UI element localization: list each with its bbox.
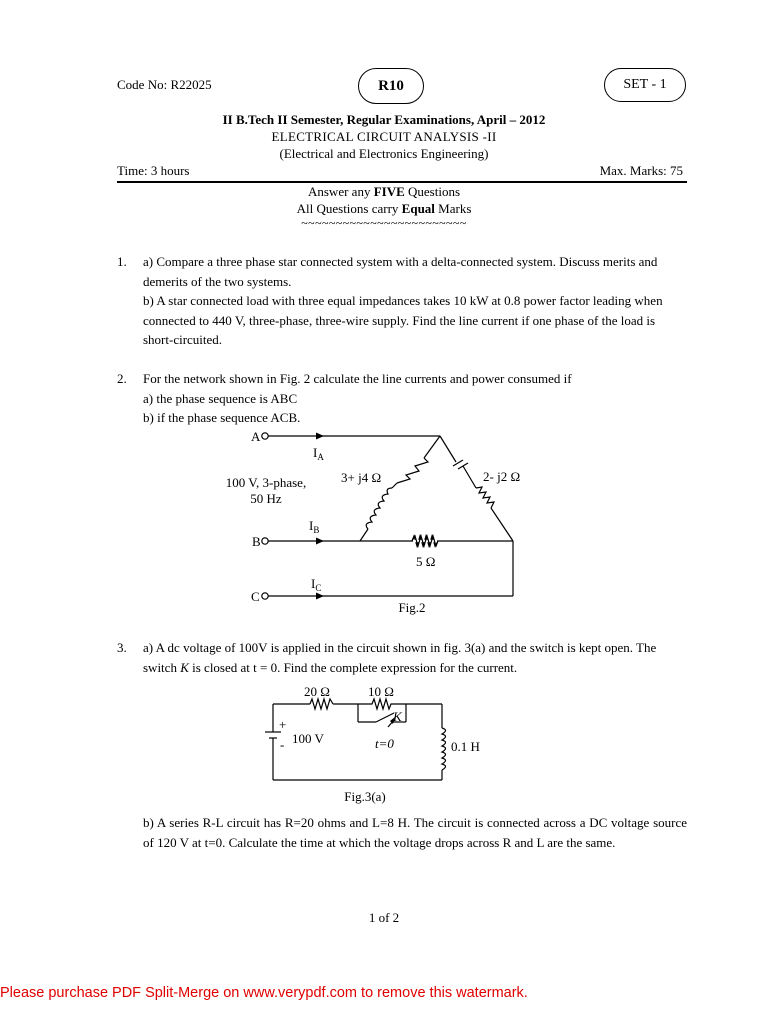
fig2-current-b: $I_B$ [309, 518, 320, 535]
fig3-resistor-2: 10 Ω [368, 684, 394, 699]
fig3-inductor: 0.1 H [451, 739, 480, 754]
page-number: 1 of 2 [368, 910, 400, 925]
fig2-node-b: B [252, 534, 261, 549]
fig3-plus: + [279, 717, 287, 732]
instruction-1-post: Questions [404, 184, 461, 199]
watermark-text: Please purchase PDF Split-Merge on www.verypdf.com to remove this watermark. [0, 985, 528, 1001]
max-marks: Max. Marks: 75 [599, 163, 683, 178]
code-number: Code No: R22025 [117, 77, 212, 92]
question-3-part-a: a) A dc voltage of 100V is applied in the circuit shown in fig. 3(a) and the switch is kept open. The switch K is closed at t = 0. Find the complete expression for the current. [143, 640, 657, 675]
fig3-source: 100 V [292, 731, 324, 746]
question-3-number: 3. [117, 640, 127, 655]
question-1-number: 1. [117, 254, 127, 269]
question-2-part-b: b) if the phase sequence ACB. [143, 410, 301, 425]
instruction-1-pre: Answer any [307, 184, 374, 199]
branch-title: (Electrical and Electronics Engineering) [279, 146, 489, 161]
fig2-source-line-1: 100 V, 3-phase, [225, 475, 307, 490]
question-2-part-a: a) the phase sequence is ABC [143, 390, 298, 406]
fig2-source-line-2: 50 Hz [250, 491, 282, 506]
fig3-caption: Fig.3(a) [344, 789, 386, 804]
instruction-2-pre: All Questions carry [296, 201, 402, 216]
fig3-minus: - [280, 737, 285, 752]
fig2-current-c: $I_C$ [311, 576, 322, 593]
instruction-2-post: Marks [434, 201, 472, 216]
regulation-label: R10 [378, 77, 404, 94]
set-label: SET - 1 [623, 77, 667, 92]
fig3-switch-time: t=0 [375, 736, 394, 751]
fig3-switch-label: K [393, 709, 402, 724]
fig2-node-c: C [251, 589, 260, 604]
exam-time: Time: 3 hours [117, 163, 190, 178]
exam-title: II B.Tech II Semester, Regular Examinations, April – 2012 [222, 112, 546, 127]
question-2-number: 2. [117, 371, 127, 386]
instruction-1-bold: FIVE [373, 184, 405, 199]
instruction-2-bold: Equal [401, 201, 435, 216]
question-3-switch-symbol: K [180, 659, 189, 675]
fig2-current-a: $I_A$ [313, 445, 324, 462]
fig2-caption: Fig.2 [398, 600, 426, 615]
subject-title: ELECTRICAL CIRCUIT ANALYSIS -II [271, 129, 497, 144]
question-2-stem: For the network shown in Fig. 2 calculate the line currents and power consumed if [143, 371, 572, 386]
fig2-impedance-ab: 3+ j4 Ω [341, 470, 382, 485]
fig2-node-a: A [251, 429, 261, 444]
fig2-impedance-ac: 2- j2 Ω [483, 469, 521, 484]
question-1-part-b: b) A star connected load with three equal impedances takes 10 kW at 0.8 power factor leading when connected to 440 V, three-phase, three-wire supply. Find the line current if one phase of the load is short-circuited. [143, 293, 663, 347]
fig2-impedance-bc: 5 Ω [416, 554, 436, 569]
question-3-part-b: b) A series R-L circuit has R=20 ohms and L=8 H. The circuit is connected across a DC voltage source of 120 V at t=0. Calculate the time at which the voltage drops across R and L are the same. [143, 815, 687, 850]
question-3b [117, 813, 687, 852]
tilde-divider: ~~~~~~~~~~~~~~~~~~~~~~~~ [301, 216, 467, 230]
question-1-part-a: a) Compare a three phase star connected system with a delta-connected system. Discuss merits and demerits of the two systems. [143, 254, 658, 289]
fig3-resistor-1: 20 Ω [304, 684, 330, 699]
